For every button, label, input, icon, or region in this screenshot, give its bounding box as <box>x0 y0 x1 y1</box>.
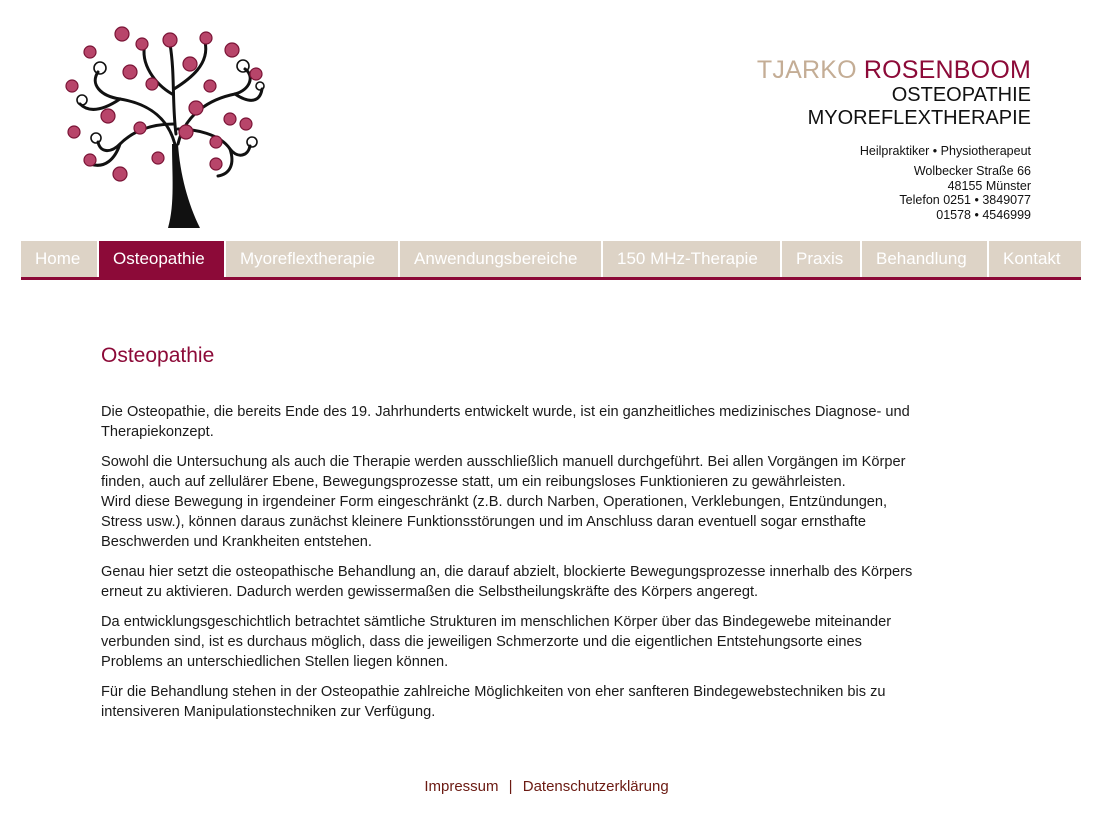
nav-item-home[interactable]: Home <box>21 241 97 277</box>
nav-item-150mhz-therapie[interactable]: 150 MHz-Therapie <box>603 241 780 277</box>
first-name: TJARKO <box>756 56 857 84</box>
specialty-line-1: OSTEOPATHIE <box>891 84 1031 106</box>
paragraph-connective-tissue: Da entwicklungsgeschichtlich betrachtet sämtliche Strukturen im menschlichen Körper über das Bindegewebe miteinander verbunden sind, ist es durchaus möglich, dass die jeweiligen Schmerzorte und die eigentlichen Entstehungsorte eines Problems an unterschiedlichen Stellen liegen können. <box>101 614 892 670</box>
specialty-line-2: MYOREFLEXTHERAPIE <box>807 107 1031 129</box>
phone-number: Telefon 0251 • 3849077 <box>899 193 1031 207</box>
nav-item-anwendungsbereiche[interactable]: Anwendungsbereiche <box>400 241 601 277</box>
nav-item-osteopathie[interactable]: Osteopathie <box>99 241 224 277</box>
footer-separator: | <box>508 778 513 795</box>
paragraph-intro: Die Osteopathie, die bereits Ende des 19. Jahrhunderts entwickelt wurde, ist ein ganzheitliches medizinisches Diagnose- und Therapiekonzept. <box>101 404 910 440</box>
tree-roses-logo <box>60 24 270 228</box>
datenschutz-link[interactable]: Datenschutzerklärung <box>522 778 669 795</box>
nav-item-praxis[interactable]: Praxis <box>782 241 860 277</box>
paragraph-movement <box>101 452 921 552</box>
page-title: Osteopathie <box>101 344 215 367</box>
impressum-link[interactable]: Impressum <box>424 778 499 795</box>
paragraph-movement-a: Sowohl die Untersuchung als auch die Therapie werden ausschließlich manuell durchgeführt. Bei allen Vorgängen im Körper finden, auch auf zellulärer Ebene, Bewegungsprozesse statt, um ein reibungsloses Funktionieren zu gewährleisten. <box>101 454 906 490</box>
paragraph-treatment: Genau hier setzt die osteopathische Behandlung an, die darauf abzielt, blockierte Bewegungsprozesse innerhalb des Körpers erneut zu aktivieren. Dadurch werden gewissermaßen die Selbstheilungskräfte des Körpers angeregt. <box>101 564 913 600</box>
paragraph-techniques: Für die Behandlung stehen in der Osteopathie zahlreiche Möglichkeiten von eher sanfteren Bindegewebstechniken bis zu intensiveren Manipulationstechniken zur Verfügung. <box>101 684 886 720</box>
mobile-number: 01578 • 4546999 <box>936 207 1031 222</box>
address-street: Wolbecker Straße 66 <box>913 164 1031 178</box>
brand-header <box>757 56 1031 222</box>
practitioner-name <box>757 56 1031 84</box>
footer <box>0 778 1093 795</box>
address-block <box>757 164 1031 222</box>
nav-item-behandlung[interactable]: Behandlung <box>862 241 987 277</box>
professions: Heilpraktiker • Physiotherapeut <box>859 144 1031 158</box>
nav-item-kontakt[interactable]: Kontakt <box>989 241 1081 277</box>
paragraph-movement-b: Wird diese Bewegung in irgendeiner Form eingeschränkt (z.B. durch Narben, Operationen, Verklebungen, Entzündungen, Stress usw.), können daraus zunächst kleinere Funktionsstörungen und im Anschluss daran eventuell sogar ernsthafte Beschwerden und Krankheiten entstehen. <box>101 494 888 550</box>
address-city: 48155 Münster <box>947 178 1031 193</box>
last-name: ROSENBOOM <box>863 56 1031 84</box>
main-nav <box>21 241 1081 280</box>
nav-item-myoreflextherapie[interactable]: Myoreflextherapie <box>226 241 398 277</box>
main-content <box>101 343 921 732</box>
